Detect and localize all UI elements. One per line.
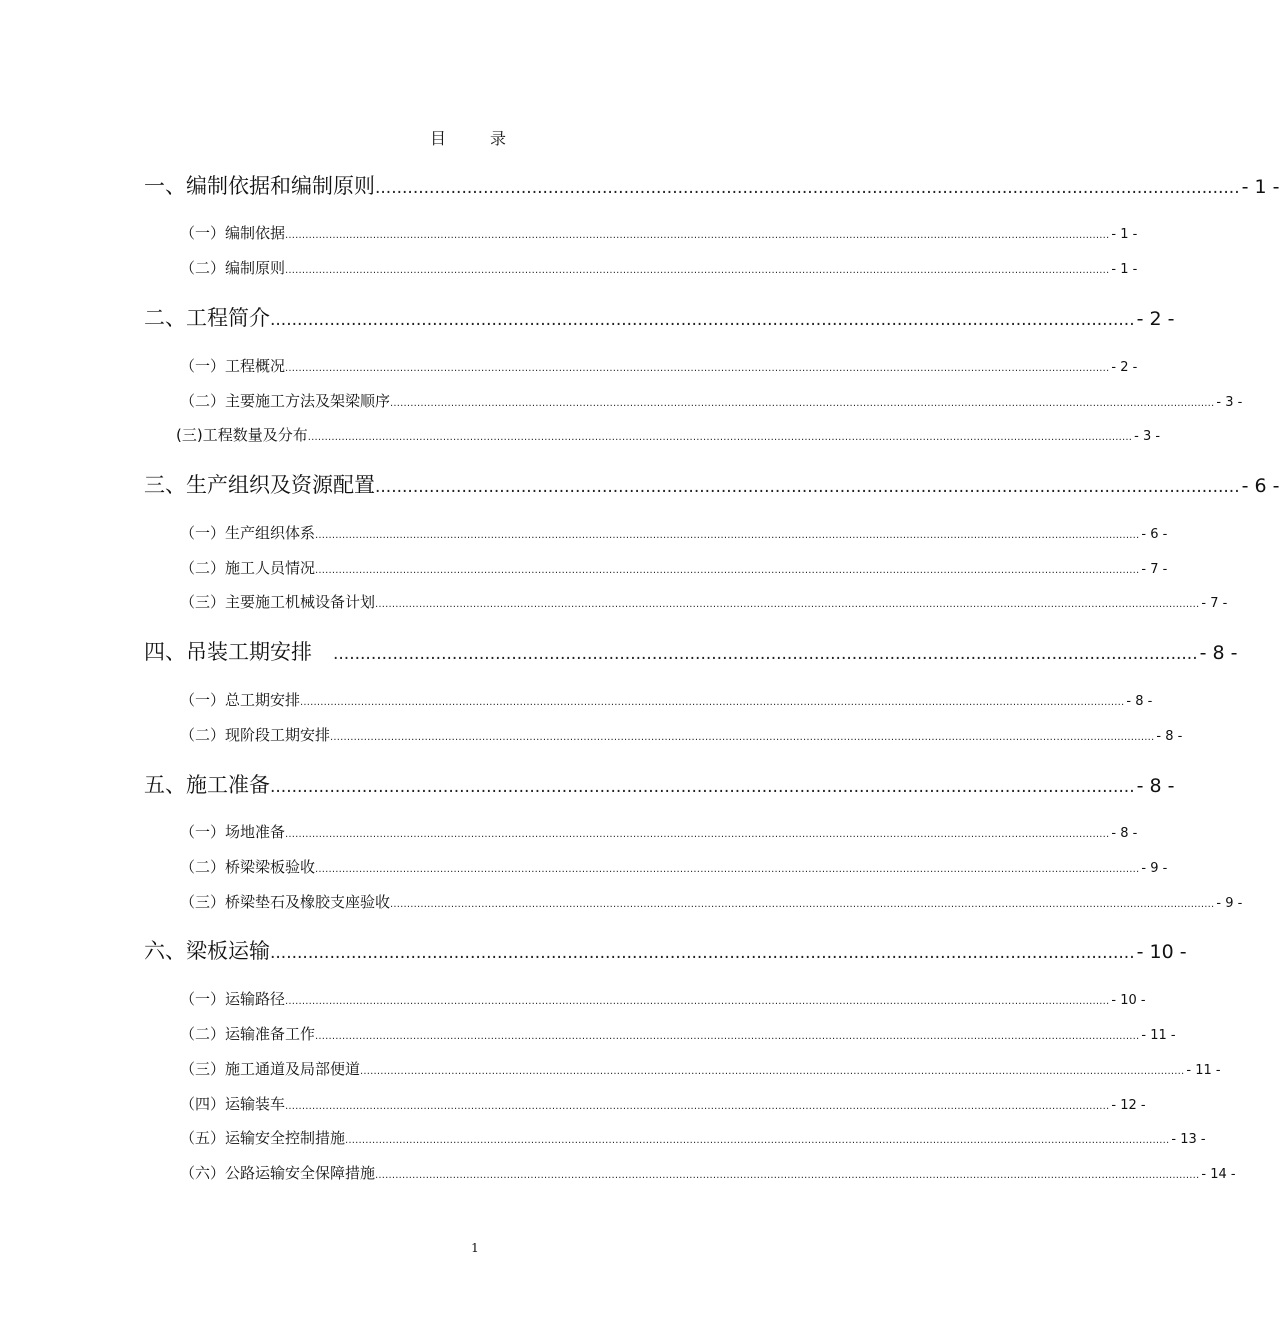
toc-leader-dots: .................................................................................................................................................................................................................................................... xyxy=(285,996,1110,1007)
toc-leader-dots: .................................................................................................................................................................................................................................................... xyxy=(375,599,1200,610)
toc-leader-dots: ................................................................................................................................................................ xyxy=(270,777,1135,797)
toc-entry-page: - 11 - xyxy=(1186,1063,1221,1078)
toc-entry-page: - 7 - xyxy=(1201,596,1228,611)
toc-entry-page: - 9 - xyxy=(1141,861,1168,876)
toc-leader-dots: .................................................................................................................................................................................................................................................... xyxy=(300,697,1125,708)
toc-entry[interactable] xyxy=(180,557,1168,579)
toc-entry-label: （二）施工人员情况 xyxy=(180,559,316,577)
toc-entry-label: （一）运输路径 xyxy=(180,990,286,1008)
toc-leader-dots: .................................................................................................................................................................................................................................................... xyxy=(375,1170,1200,1181)
toc-leader-dots: .................................................................................................................................................................................................................................................... xyxy=(360,1066,1185,1077)
toc-entry[interactable] xyxy=(144,302,1175,332)
toc-leader-dots: ................................................................................................................................................................ xyxy=(375,477,1240,497)
toc-leader-dots: .................................................................................................................................................................................................................................................... xyxy=(285,230,1110,241)
toc-leader-dots: ................................................................................................................................................................ xyxy=(333,644,1198,664)
toc-entry-label: （五）运输安全控制措施 xyxy=(180,1129,346,1147)
toc-entry-label: （三）主要施工机械设备计划 xyxy=(180,593,376,611)
toc-entry-page: - 9 - xyxy=(1216,896,1243,911)
toc-entry-page: - 10 - xyxy=(1111,993,1146,1008)
toc-title: 目 录 xyxy=(429,129,520,148)
toc-entry-label: （一）总工期安排 xyxy=(180,691,301,709)
toc-leader-dots: .................................................................................................................................................................................................................................................... xyxy=(390,398,1215,409)
toc-leader-dots: .................................................................................................................................................................................................................................................... xyxy=(330,732,1155,743)
toc-entry-page: - 8 - xyxy=(1156,729,1183,744)
page-number: 1 xyxy=(471,1241,479,1255)
toc-entry[interactable] xyxy=(180,1162,1236,1184)
toc-entry-page: - 12 - xyxy=(1111,1098,1146,1113)
toc-entry-label: 一、编制依据和编制原则 xyxy=(144,174,375,198)
toc-entry-label: （二）主要施工方法及架梁顺序 xyxy=(180,392,391,410)
toc-entry[interactable] xyxy=(180,724,1183,746)
toc-entry-label: （一）场地准备 xyxy=(180,823,286,841)
toc-entry-page: - 2 - xyxy=(1136,308,1175,330)
toc-entry-page: - 8 - xyxy=(1136,775,1175,797)
toc-entry-page: - 1 - xyxy=(1111,227,1138,242)
toc-entry[interactable] xyxy=(144,935,1187,965)
toc-entry[interactable] xyxy=(180,257,1138,279)
toc-entry-label: (三)工程数量及分布 xyxy=(176,426,308,444)
toc-entry-label: 五、施工准备 xyxy=(144,773,270,797)
toc-entry[interactable] xyxy=(180,1023,1176,1045)
toc-leader-dots: .................................................................................................................................................................................................................................................... xyxy=(285,1101,1110,1112)
toc-entry-page: - 8 - xyxy=(1199,642,1238,664)
toc-leader-dots: .................................................................................................................................................................................................................................................... xyxy=(285,265,1110,276)
toc-entry[interactable] xyxy=(144,170,1280,200)
toc-leader-dots: ................................................................................................................................................................ xyxy=(375,178,1240,198)
toc-entry-label: 三、生产组织及资源配置 xyxy=(144,473,375,497)
toc-leader-dots: .................................................................................................................................................................................................................................................... xyxy=(390,899,1215,910)
toc-entry-page: - 6 - xyxy=(1241,475,1280,497)
toc-leader-dots: .................................................................................................................................................................................................................................................... xyxy=(315,530,1140,541)
toc-entry[interactable] xyxy=(180,355,1138,377)
toc-entry-label: （六）公路运输安全保障措施 xyxy=(180,1164,376,1182)
toc-entry-label: （四）运输装车 xyxy=(180,1095,286,1113)
toc-entry-label: 六、梁板运输 xyxy=(144,939,270,963)
toc-entry[interactable] xyxy=(180,689,1153,711)
toc-entry[interactable] xyxy=(180,522,1168,544)
toc-entry-label: 四、吊装工期安排 xyxy=(144,640,333,664)
toc-entry-page: - 8 - xyxy=(1126,694,1153,709)
toc-leader-dots: .................................................................................................................................................................................................................................................... xyxy=(315,565,1140,576)
toc-entry-page: - 8 - xyxy=(1111,826,1138,841)
toc-entry-label: （二）运输准备工作 xyxy=(180,1025,316,1043)
toc-entry-label: （三）桥梁垫石及橡胶支座验收 xyxy=(180,893,391,911)
toc-entry-page: - 3 - xyxy=(1216,395,1243,410)
toc-entry-page: - 2 - xyxy=(1111,360,1138,375)
toc-entry-label: （三）施工通道及局部便道 xyxy=(180,1060,361,1078)
toc-entry-page: - 3 - xyxy=(1134,429,1161,444)
toc-entry-page: - 1 - xyxy=(1111,262,1138,277)
toc-entry-label: （一）生产组织体系 xyxy=(180,524,316,542)
toc-entry-label: （二）桥梁梁板验收 xyxy=(180,858,316,876)
toc-entry-label: （二）现阶段工期安排 xyxy=(180,726,331,744)
toc-entry[interactable] xyxy=(176,424,1161,446)
toc-entry[interactable] xyxy=(180,891,1243,913)
toc-entry[interactable] xyxy=(180,390,1243,412)
toc-entry-label: （一）工程概况 xyxy=(180,357,286,375)
toc-entry[interactable] xyxy=(180,1093,1146,1115)
toc-leader-dots: .................................................................................................................................................................................................................................................... xyxy=(307,432,1133,443)
toc-entry-page: - 13 - xyxy=(1171,1132,1206,1147)
toc-entry-page: - 1 - xyxy=(1241,176,1280,198)
toc-entry[interactable] xyxy=(180,1127,1206,1149)
toc-entry-label: （二）编制原则 xyxy=(180,259,286,277)
toc-leader-dots: ................................................................................................................................................................ xyxy=(270,310,1135,330)
toc-entry-page: - 10 - xyxy=(1136,941,1187,963)
toc-leader-dots: .................................................................................................................................................................................................................................................... xyxy=(285,363,1110,374)
toc-entry[interactable] xyxy=(180,856,1168,878)
toc-entry[interactable] xyxy=(144,636,1238,666)
toc-entry-page: - 14 - xyxy=(1201,1167,1236,1182)
toc-entry-page: - 6 - xyxy=(1141,527,1168,542)
toc-entry[interactable] xyxy=(180,1058,1221,1080)
toc-entry-label: 二、工程简介 xyxy=(144,306,270,330)
toc-entry-page: - 11 - xyxy=(1141,1028,1176,1043)
toc-leader-dots: .................................................................................................................................................................................................................................................... xyxy=(285,829,1110,840)
toc-leader-dots: .................................................................................................................................................................................................................................................... xyxy=(315,864,1140,875)
toc-leader-dots: ................................................................................................................................................................ xyxy=(270,943,1135,963)
toc-entry-label: （一）编制依据 xyxy=(180,224,286,242)
toc-leader-dots: .................................................................................................................................................................................................................................................... xyxy=(345,1135,1170,1146)
toc-leader-dots: .................................................................................................................................................................................................................................................... xyxy=(315,1031,1140,1042)
toc-entry[interactable] xyxy=(180,591,1228,613)
toc-entry-page: - 7 - xyxy=(1141,562,1168,577)
toc-entry[interactable] xyxy=(180,821,1138,843)
toc-entry[interactable] xyxy=(144,469,1280,499)
toc-entry[interactable] xyxy=(180,222,1138,244)
toc-entry[interactable] xyxy=(180,988,1146,1010)
toc-entry[interactable] xyxy=(144,769,1175,799)
